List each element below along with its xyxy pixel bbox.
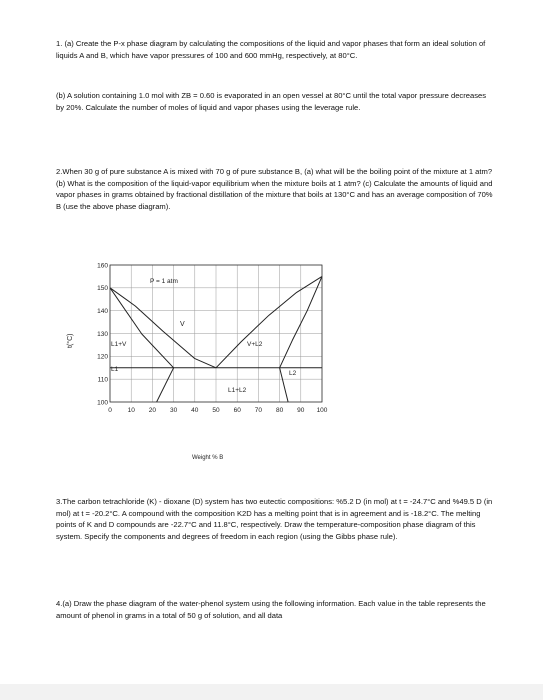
- region-label-l2: L2: [289, 370, 297, 377]
- y-tick-labels: [97, 262, 108, 406]
- x-tick-label: 30: [169, 407, 178, 414]
- x-tick-label: 70: [254, 407, 263, 414]
- x-tick-label: 50: [212, 407, 220, 414]
- region-label-l1: L1: [111, 366, 119, 373]
- y-tick-label: 110: [97, 376, 108, 384]
- chart-title: P = 1 atm: [150, 278, 178, 285]
- x-tick-label: 40: [191, 407, 199, 414]
- x-tick-label: 90: [297, 407, 305, 414]
- y-tick-label: 140: [97, 307, 108, 315]
- y-tick-label: 150: [97, 285, 108, 293]
- question-2-text: 2.When 30 g of pure substance A is mixed with 70 g of pure substance B, (a) what will be the boiling point of the mixture at 1 atm? (b) What is the composition of the liquid-vapor equilibrium when the mixture boils at 1 atm? (c) Calculate the amounts of liquid and vapor phases in grams obtained by fractional distillation of the mixture that boils at 130°C and has an average composition of 70% B (use the above phase diagram).: [56, 167, 493, 211]
- x-tick-label: 60: [233, 407, 241, 414]
- phase-boundary-line-2: [110, 288, 216, 368]
- phase-boundary-line-6: [157, 368, 174, 402]
- region-label-l1-v: L1+V: [111, 341, 127, 348]
- x-tick-label: 10: [127, 407, 135, 414]
- y-tick-label: 100: [97, 399, 108, 407]
- page-bottom-edge: [0, 684, 543, 700]
- x-tick-label: 0: [108, 407, 112, 414]
- question-1b-text: (b) A solution containing 1.0 mol with ZB = 0.60 is evaporated in an open vessel at 80°C until the total vapor pressure decreases by 20%. Calculate the number of moles of liquid and vapor phases using the leverage rule.: [56, 91, 487, 112]
- x-tick-label: 80: [275, 407, 284, 414]
- y-axis-label: t(°C): [67, 333, 74, 348]
- question-1a-text: 1. (a) Create the P-x phase diagram by calculating the compositions of the liquid and vapor phases that form an ideal solution of liquids A and B, which have vapor pressures of 100 and 600 mmHg, respectively, at 80°C.: [56, 39, 486, 60]
- phase-boundary-line-7: [280, 368, 289, 402]
- region-label-l1-l2: L1+L2: [228, 387, 247, 394]
- x-tick-label: 20: [148, 407, 157, 414]
- phase-boundary-line-1: [110, 288, 174, 368]
- x-tick-labels: [108, 407, 328, 414]
- x-axis-label: Weight % B: [192, 455, 224, 461]
- y-tick-label: 160: [97, 262, 108, 270]
- phase-boundary-line-3: [216, 276, 322, 367]
- y-tick-label: 130: [97, 330, 108, 338]
- region-label-v-l2: V+L2: [247, 341, 263, 348]
- y-tick-label: 120: [97, 353, 108, 361]
- question-4-text: 4.(a) Draw the phase diagram of the water-phenol system using the following information. Each value in the table represents the amount of phenol in grams in a total of 50 g of solution, and all data: [56, 599, 486, 620]
- x-tick-label: 100: [316, 407, 328, 414]
- region-label-vapor: V: [180, 321, 185, 328]
- question-3-text: 3.The carbon tetrachloride (K) - dioxane (D) system has two eutectic compositions: %5.2 D (in mol) at t = -24.7°C and %49.5 D (in mol) at t = -20.2°C. A compound with the composition K2D has a melting point that is in agreement and is -18.2°C. The melting points of K and D compounds are -22.7°C and 11.8°C, respectively. Draw the temperature-composition phase diagram of this system. Specify the components and degrees of freedom in each region (using the Gibbs phase rule).: [56, 497, 493, 541]
